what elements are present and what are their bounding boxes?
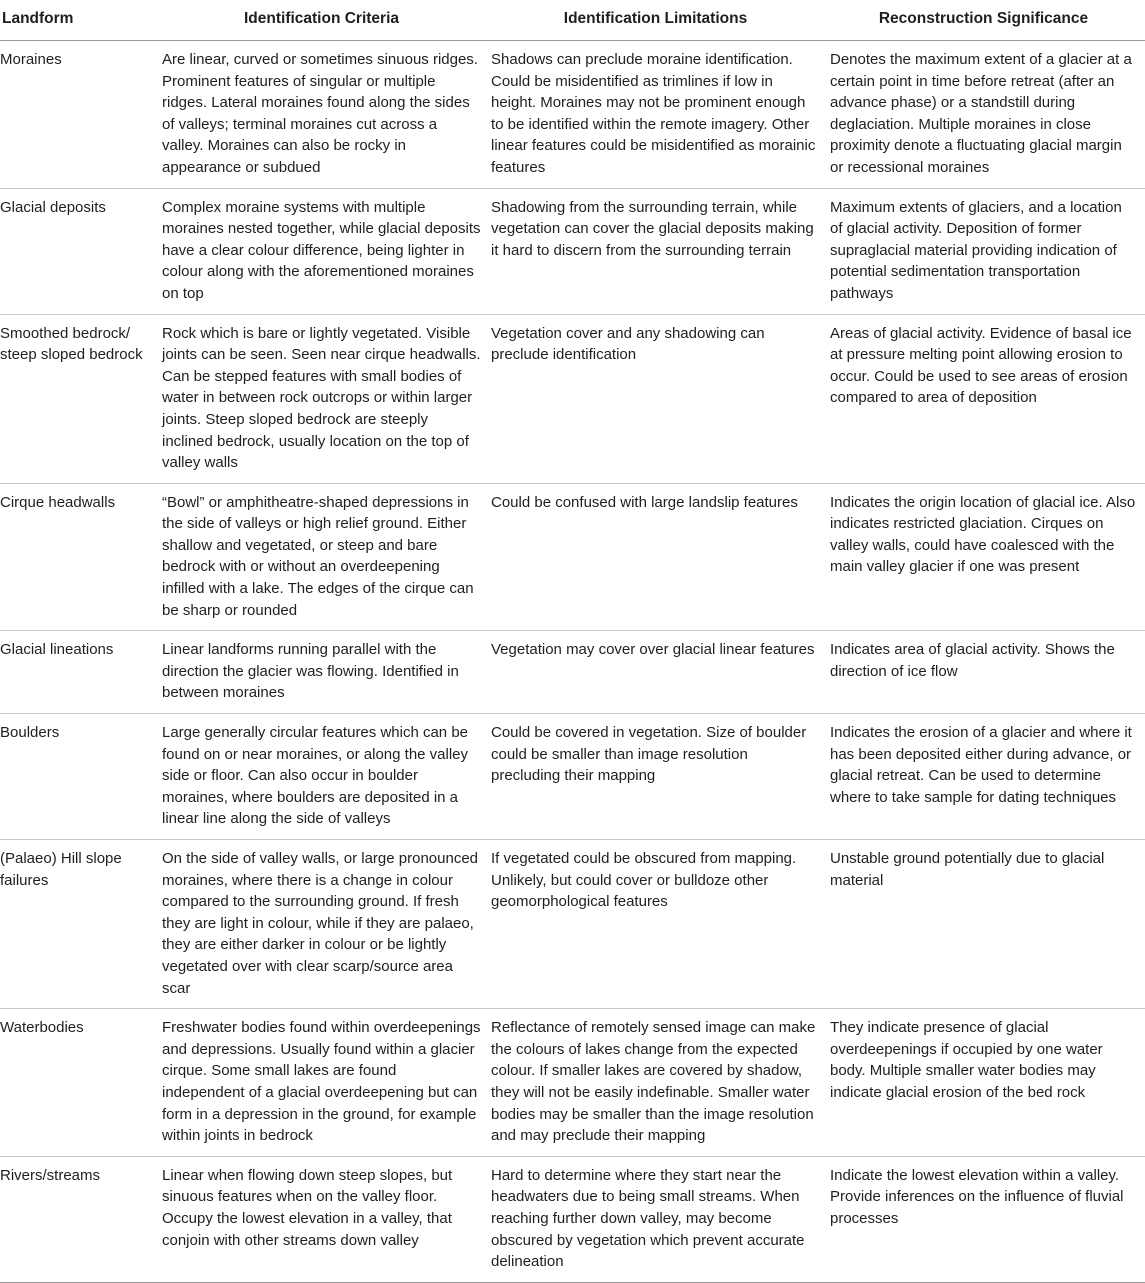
cell-landform: Glacial deposits [0, 188, 160, 314]
cell-limitations: Vegetation cover and any shadowing can preclude identification [489, 314, 828, 483]
table-row [0, 631, 1145, 714]
cell-limitations: Could be confused with large landslip features [489, 483, 828, 631]
cell-limitations: Vegetation may cover over glacial linear features [489, 631, 828, 714]
cell-significance: They indicate presence of glacial overdeepenings if occupied by one water body. Multiple smaller water bodies may indicate glacial erosion of the bed rock [828, 1009, 1145, 1157]
table-row [0, 840, 1145, 1009]
cell-landform: Moraines [0, 41, 160, 189]
cell-limitations: If vegetated could be obscured from mapping. Unlikely, but could cover or bulldoze other geomorphological features [489, 840, 828, 1009]
cell-landform: Rivers/streams [0, 1156, 160, 1282]
cell-limitations: Shadowing from the surrounding terrain, while vegetation can cover the glacial deposits making it hard to discern from the surrounding terrain [489, 188, 828, 314]
header-reconstruction-significance: Reconstruction Significance [828, 0, 1145, 41]
cell-criteria: Linear when flowing down steep slopes, but sinuous features when on the valley floor. Occupy the lowest elevation in a valley, that conjoin with other streams down valley [160, 1156, 489, 1282]
cell-significance: Indicates the erosion of a glacier and where it has been deposited either during advance, or glacial retreat. Can be used to determine where to take sample for dating techniques [828, 714, 1145, 840]
table-header [0, 0, 1145, 41]
cell-landform: (Palaeo) Hill slope failures [0, 840, 160, 1009]
cell-criteria: Complex moraine systems with multiple moraines nested together, while glacial deposits have a clear colour difference, being lighter in colour along with the aforementioned moraines on top [160, 188, 489, 314]
cell-significance: Denotes the maximum extent of a glacier at a certain point in time before retreat (after an advance phase) or a standstill during deglaciation. Multiple moraines in close proximity denote a fluctuating glacial margin or recessional moraines [828, 41, 1145, 189]
cell-criteria: Are linear, curved or sometimes sinuous ridges. Prominent features of singular or multiple ridges. Lateral moraines found along the sides of valleys; terminal moraines cut across a valley. Moraines can also be rocky in appearance or subdued [160, 41, 489, 189]
cell-criteria: Freshwater bodies found within overdeepenings and depressions. Usually found within a glacier cirque. Some small lakes are found independent of a glacial overdeepening but can form in a depression in the ground, for example within joints in bedrock [160, 1009, 489, 1157]
cell-criteria: Rock which is bare or lightly vegetated. Visible joints can be seen. Seen near cirque headwalls. Can be stepped features with small bodies of water in between rock outcrops or within larger joints. Steep sloped bedrock are steeply inclined bedrock, usually location on the top of valley walls [160, 314, 489, 483]
cell-criteria: Large generally circular features which can be found on or near moraines, or along the valley side or floor. Can also occur in boulder moraines, where boulders are deposited in a linear line along the side of valleys [160, 714, 489, 840]
cell-landform: Boulders [0, 714, 160, 840]
cell-landform: Smoothed bedrock/ steep sloped bedrock [0, 314, 160, 483]
cell-significance: Unstable ground potentially due to glacial material [828, 840, 1145, 1009]
cell-significance: Indicates the origin location of glacial ice. Also indicates restricted glaciation. Cirques on valley walls, could have coalesced with the main valley glacier if one was present [828, 483, 1145, 631]
cell-significance: Maximum extents of glaciers, and a location of glacial activity. Deposition of former supraglacial material providing indication of potential sedimentation transportation pathways [828, 188, 1145, 314]
table-row [0, 41, 1145, 189]
cell-limitations: Reflectance of remotely sensed image can make the colours of lakes change from the expected colour. If smaller lakes are covered by shadow, they will not be easily indefinable. Smaller water bodies may be smaller than the image resolution and may preclude their mapping [489, 1009, 828, 1157]
table-row [0, 483, 1145, 631]
table-body [0, 41, 1145, 1283]
cell-limitations: Hard to determine where they start near the headwaters due to being small streams. When reaching further down valley, may become obscured by vegetation which prevent accurate delineation [489, 1156, 828, 1282]
cell-criteria: “Bowl” or amphitheatre-shaped depressions in the side of valleys or high relief ground. Either shallow and vegetated, or steep and bare bedrock with or without an overdeepening infilled with a lake. The edges of the cirque can be sharp or rounded [160, 483, 489, 631]
header-row [0, 0, 1145, 41]
table-row [0, 314, 1145, 483]
header-identification-limitations: Identification Limitations [489, 0, 828, 41]
table-row [0, 1009, 1145, 1157]
cell-criteria: On the side of valley walls, or large pronounced moraines, where there is a change in colour compared to the surrounding ground. If fresh they are light in colour, while if they are palaeo, they are either darker in colour or be lightly vegetated over with clear scarp/source area scar [160, 840, 489, 1009]
table-row [0, 188, 1145, 314]
cell-significance: Areas of glacial activity. Evidence of basal ice at pressure melting point allowing erosion to occur. Could be used to see areas of erosion compared to area of deposition [828, 314, 1145, 483]
cell-landform: Waterbodies [0, 1009, 160, 1157]
cell-criteria: Linear landforms running parallel with the direction the glacier was flowing. Identified in between moraines [160, 631, 489, 714]
cell-limitations: Shadows can preclude moraine identification. Could be misidentified as trimlines if low in height. Moraines may not be prominent enough to be identified within the remote imagery. Other linear features could be misidentified as morainic features [489, 41, 828, 189]
header-identification-criteria: Identification Criteria [160, 0, 489, 41]
cell-significance: Indicates area of glacial activity. Shows the direction of ice flow [828, 631, 1145, 714]
cell-landform: Glacial lineations [0, 631, 160, 714]
cell-limitations: Could be covered in vegetation. Size of boulder could be smaller than image resolution precluding their mapping [489, 714, 828, 840]
table-row [0, 714, 1145, 840]
cell-significance: Indicate the lowest elevation within a valley. Provide inferences on the influence of fluvial processes [828, 1156, 1145, 1282]
table-row [0, 1156, 1145, 1282]
header-landform: Landform [0, 0, 160, 41]
cell-landform: Cirque headwalls [0, 483, 160, 631]
